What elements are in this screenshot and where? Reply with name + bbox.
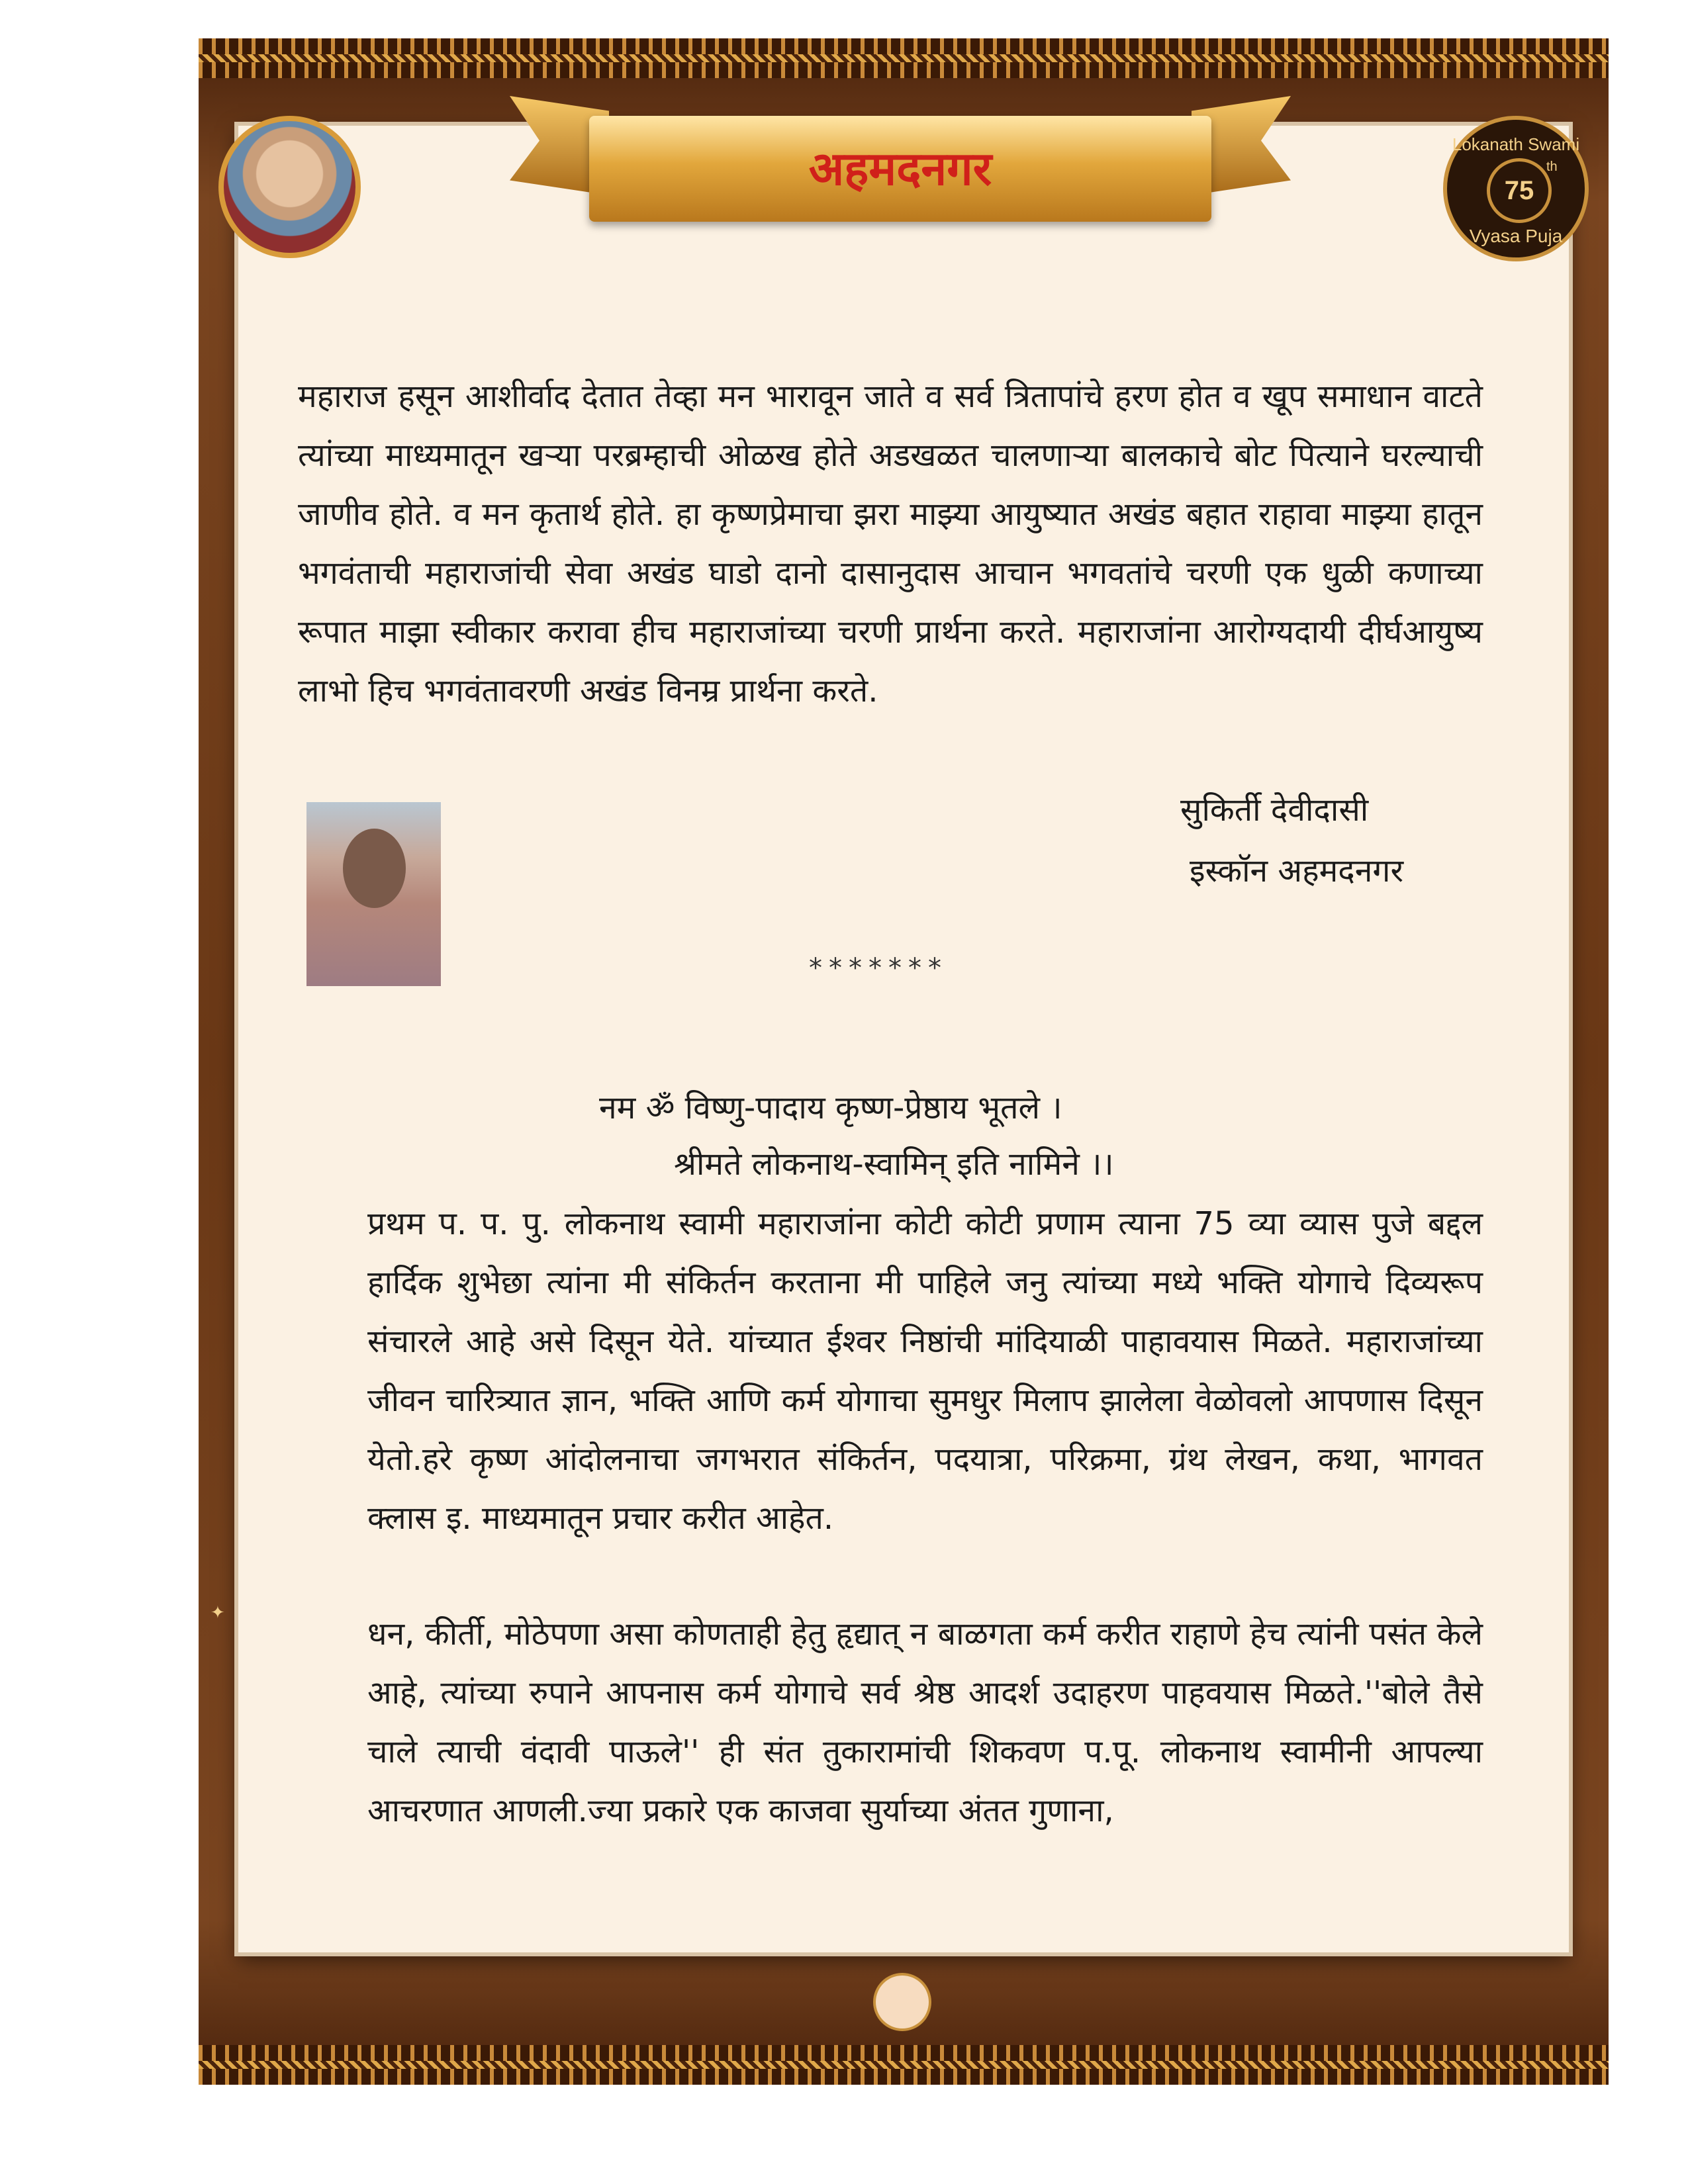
vyasa-puja-badge-logo xyxy=(1443,116,1589,261)
shloka-line-2: श्रीमते लोकनाथ-स्वामिन् इति नामिने ।। xyxy=(674,1146,1114,1183)
sparkle-icon: ✦ xyxy=(211,1603,225,1623)
badge-top-text: Lokanath Swami xyxy=(1452,134,1580,154)
frame-border-top xyxy=(199,38,1609,78)
badge-bottom-text: Vyasa Puja xyxy=(1469,226,1563,246)
badge-superscript: th xyxy=(1546,159,1558,174)
signature-name: सुकिर्ती देवीदासी xyxy=(1180,792,1369,829)
badge-number: 75 xyxy=(1487,158,1552,223)
page-title: अहमदनगर xyxy=(808,142,992,196)
letter2-paragraph-1: प्रथम प. प. पु. लोकनाथ स्वामी महाराजांना कोटी कोटी प्रणाम त्याना 75 व्या व्यास पुजे बद्दल हार्दिक शुभेछा त्यांना मी संकिर्तन करताना मी पाहिले जनु त्यांच्या मध्ये भक्ति योगाचे दिव्यरूप संचारले आहे असे दिसून येते. यांच्यात ईश्वर निष्ठांची मांदियाळी पाहावयास मिळते. महाराजांच्या जीवन चारित्र्यात ज्ञान, भक्ति आणि कर्म योगाचा सुमधुर मिलाप झालेला वेळोवलो आपणास दिसून येतो.हरे कृष्ण आंदोलनाचा जगभरात संकिर्तन, पदयात्रा, परिक्रमा, ग्रंथ लेखन, कथा, भागवत क्लास इ. माध्यमातून प्रचार करीत आहेत. xyxy=(367,1205,1483,1537)
title-ribbon xyxy=(589,116,1211,222)
separator: ******* xyxy=(809,953,948,983)
swami-portrait-image xyxy=(218,116,361,258)
shloka-line-1: नम ॐ विष्णु-पादाय कृष्ण-प्रेष्ठाय भूतले । xyxy=(599,1089,1062,1126)
devotee-photo xyxy=(306,802,441,986)
letter1-body: महाराज हसून आशीर्वाद देतात तेव्हा मन भारावून जाते व सर्व त्रितापांचे हरण होत व खूप समाधान वाटते त्यांच्या माध्यमातून खऱ्या परब्रम्हाची ओळख होते अडखळत चालणाऱ्या बालकाचे बोट पित्याने घरल्याची जाणीव होते. व मन कृतार्थ होते. हा कृष्णप्रेमाचा झरा माझ्या आयुष्यात अखंड बहात राहावा माझ्या हातून भगवंताची महाराजांची सेवा अखंड घाडो दानो दासानुदास आचान भगवतांचे चरणी एक धुळी कणाच्या रूपात माझा स्वीकार करावा हीच महाराजांच्या चरणी प्रार्थना करते. महाराजांना आरोग्यदायी दीर्घआयुष्य लाभो हिच भगवंतावरणी अखंड विनम्र प्रार्थना करते. xyxy=(298,378,1483,709)
letter2-paragraph-2: धन, कीर्ती, मोठेपणा असा कोणताही हेतु हृद्यात् न बाळगता कर्म करीत राहाणे हेच त्यांनी पसंत केले आहे, त्यांच्या रुपाने आपनास कर्म योगाचे सर्व श्रेष्ठ आदर्श उदाहरण पाहवयास मिळते.''बोले तैसे चाले त्याची वंदावी पाऊले'' ही संत तुकारामांची शिकवण प.पू. लोकनाथ स्वामीनी आपल्या आचरणात आणली.ज्या प्रकारे एक काजवा सुर्याच्या अंतत गुणाना, xyxy=(367,1615,1483,1829)
signature-place: इस्कॉन अहमदनगर xyxy=(1190,852,1404,889)
frame-border-bottom xyxy=(199,2045,1609,2085)
page-marker-circle xyxy=(876,1976,929,2028)
